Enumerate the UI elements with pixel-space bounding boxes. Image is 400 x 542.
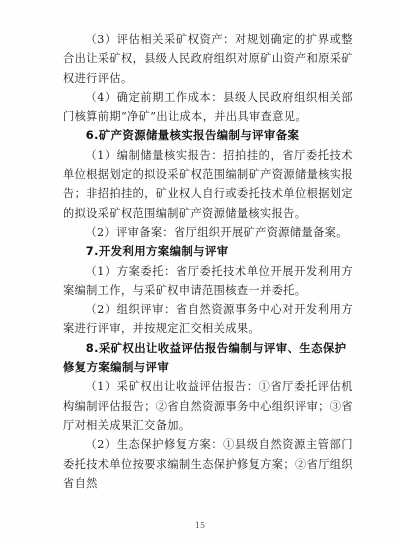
heading-valuation-ecological: 8.采矿权出让收益评估报告编制与评审、生态保护修复方案编制与评审 bbox=[63, 340, 347, 375]
paragraph-valuation-report: （1）采矿权出让收益评估报告：①省厅委托评估机构编制评估报告；②省自然资源事务中心组织评审；③省厅对相关成果汇交备加。 bbox=[63, 380, 353, 432]
paragraph-review-filing: （2）评审备案：省厅组织开展矿产资源储量备案。 bbox=[85, 225, 348, 239]
page-body bbox=[63, 30, 353, 493]
heading-development-plan: 7.开发利用方案编制与评审 bbox=[85, 244, 229, 259]
paragraph-ecological-plan: （2）生态保护修复方案：①县级自然资源主管部门委托技术单位按要求编制生态保护修复方案；②省厅组织省自然 bbox=[63, 438, 353, 490]
heading-reserve-report: 6.矿产资源储量核实报告编制与评审备案 bbox=[85, 128, 300, 143]
paragraph-plan-commission: （1）方案委托：省厅委托技术单位开展开发利用方案编制工作，与采矿权申请范围核查一并委托。 bbox=[63, 264, 353, 297]
page-number: 15 bbox=[194, 521, 206, 530]
paragraph-assess-mining-rights: （3）评估相关采矿权资产：对规划确定的扩界或整合出让采矿权，县级人民政府组织对原矿山资产和原采矿权进行评估。 bbox=[63, 33, 353, 85]
paragraph-determine-preliminary-cost: （4）确定前期工作成本：县级人民政府组织相关部门核算前期“净矿”出让成本，并出具审查意见。 bbox=[63, 90, 353, 124]
paragraph-compile-reserve-report: （1）编制储量核实报告：招拍挂的，省厅委托技术单位根据划定的拟设采矿权范围编制矿产资源储量核实报告；非招拍挂的，矿业权人自行或委托技术单位根据划定的拟设采矿权范围编制矿产资源储量核实报告。 bbox=[63, 148, 353, 220]
paragraph-organize-review: （2）组织评审：省自然资源事务中心对开发利用方案进行评审，并按规定汇交相关成果。 bbox=[63, 303, 353, 336]
